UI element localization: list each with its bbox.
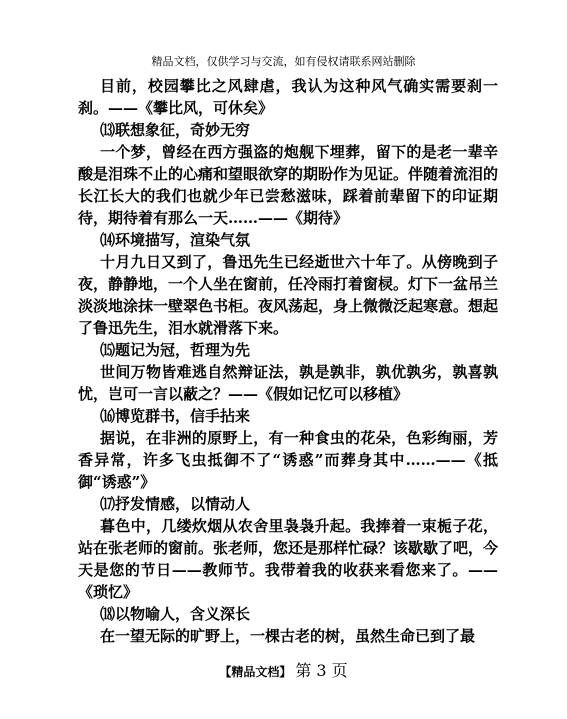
paragraph-luxun: 十月九日又到了，鲁迅先生已经逝世六十年了。从傍晚到子夜，静静地，一个人坐在窗前，任冷雨打着窗棂。灯下一盆吊兰淡淡地涂抹一壁翠色书柜。夜风荡起，身上微微泛起寒意。想起了鲁迅先生，泪水就滑落下来。 — [78, 253, 499, 337]
paragraph-gushu: 在一望无际的旷野上，一棵古老的树，虽然生命已到了最 — [100, 627, 476, 645]
section-heading-13: ⒀联想象征，奇妙无穷 — [100, 121, 251, 139]
document-body — [78, 75, 498, 647]
paragraph-jiyi: 世间万物皆难逃自然辩证法，孰是孰非，孰优孰劣，孰喜孰忧，岂可一言以蔽之？——《假如记忆可以移植》 — [78, 363, 498, 403]
paragraph-suoyi: 暮色中，几缕炊烟从农舍里袅袅升起。我捧着一束栀子花，站在张老师的窗前。张老师，您还是那样忙碌？该歇歇了吧，今天是您的节日——教师节。我带着我的收获来看您来了。——《琐忆》 — [78, 517, 499, 601]
paragraph-qidai: 一个梦，曾经在西方强盗的炮舰下埋葬，留下的是老一辈辛酸是泪珠不止的心痛和望眼欲穿的期盼作为见证。伴随着流泪的长江长大的我们也就少年已尝愁滋味，踩着前辈留下的印证期待，期待着有那么一天……——《期待》 — [78, 143, 499, 227]
section-heading-16: ⒃博览群书，信手拈来 — [100, 407, 251, 425]
paragraph-youhuo: 据说，在非洲的原野上，有一种食虫的花朵，色彩绚丽，芳香异常，许多飞虫抵御不了“诱惑”而葬身其中……——《抵御“诱惑”》 — [78, 429, 498, 491]
section-heading-17: ⒄抒发情感，以情动人 — [100, 495, 251, 513]
page-footer — [0, 661, 567, 682]
section-heading-15: ⒂题记为冠，哲理为先 — [100, 341, 251, 359]
page-number: 第 3 页 — [295, 661, 348, 680]
section-heading-14: ⒁环境描写，渲染气氛 — [100, 231, 251, 249]
paragraph-panbi: 目前，校园攀比之风肆虐，我认为这种风气确实需要刹一刹。——《攀比风，可休矣》 — [78, 77, 498, 117]
page-header: 精品文档，仅供学习与交流，如有侵权请联系网站删除 — [151, 55, 416, 68]
footer-label: 【精品文档】 — [219, 665, 292, 679]
section-heading-18: ⒅以物喻人，含义深长 — [100, 605, 251, 623]
